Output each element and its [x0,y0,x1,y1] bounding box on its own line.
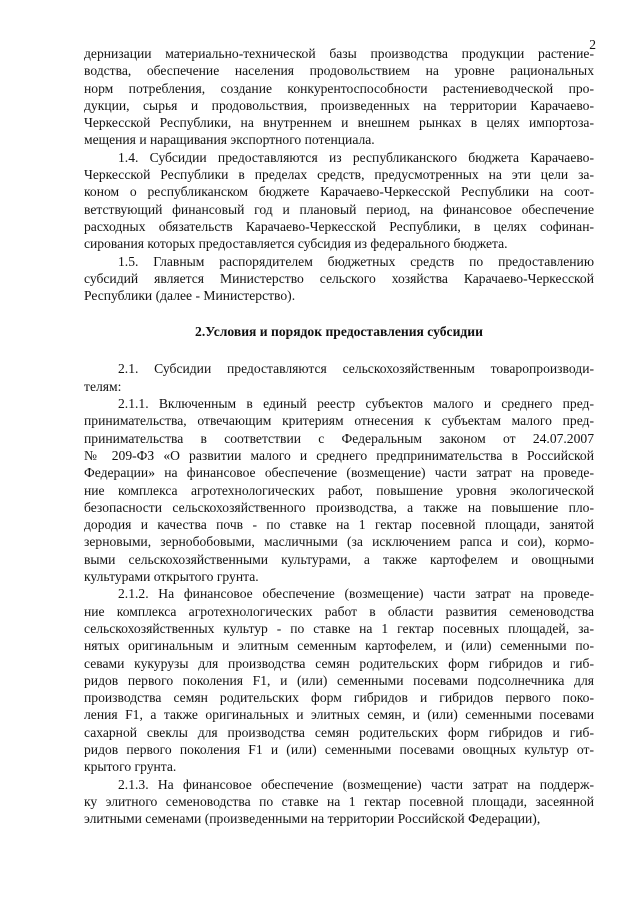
text-line: сельскохозяйственных культур - по ставке на 1 гектар посевных площадей, за- [84,620,594,636]
text-line: сирования которых предоставляется субсидия из федерального бюджета. [84,236,508,252]
text-line: ления F1, а также оригинальных и элитных семян, и (или) семенными посевами [84,707,594,723]
text-line: дернизации материально-технической базы производства продукции растение- [84,46,594,61]
text-line: ридов первого поколения F1, и (или) семенными посевами подсолнечника для [84,672,594,688]
text-line: телям: [84,378,122,394]
text-line: ридов первого поколения F1 и (или) семенными посевами овощных культур от- [84,741,594,757]
text-line: ние комплекса агротехнологических работ в области развития семеноводства [84,603,594,619]
paragraph-p-2-1-1 [84,395,594,585]
text-line: принимательства в соответствии с Федеральным законом от 24.07.2007 [84,430,594,446]
text-line: № 209-ФЗ «О развитии малого и среднего предпринимательства в Российской [84,447,594,463]
text-line: культурами открытого грунта. [84,569,259,585]
text-line: выми сельскохозяйственными культурами, а также картофелем и овощными [84,551,594,567]
text-line: норм потребления, создание конкурентоспособности растениеводческой про- [84,80,594,96]
text-line: ветствующий финансовый год и плановый период, на финансовое обеспечение [84,201,594,217]
document-body [84,45,594,827]
text-line: мещения и наращивания экспортного потенциала. [84,132,375,148]
text-line: 2.1. Субсидии предоставляются сельскохозяйственным товаропроизводи- [118,361,594,377]
text-line: безопасности сельскохозяйственного производства, а также на повышение пло- [84,499,594,515]
paragraph-p-2-1-2 [84,585,594,775]
text-line: дукции, сырья и продовольствия, произведенных на территории Карачаево- [84,97,594,113]
text-line: дородия и качества почв - по ставке на 1 гектар посевной площади, занятой [84,517,594,533]
text-line: 2.1.2. На финансовое обеспечение (возмещение) части затрат на проведе- [118,586,594,602]
text-line: Федерации» на финансовое обеспечение (возмещение) части затрат на проведе- [84,465,594,481]
paragraph-p-2-1 [84,360,594,395]
text-line: элитными семенами (произведенными на территории Российской Федерации), [84,811,541,827]
paragraph-p-2-1-3 [84,776,594,828]
text-line: зерновыми, зернобобовыми, масличными (за исключением рапса и сои), кормо- [84,534,594,550]
text-line: севами кукурузы для производства семян родительских форм гибридов и гиб- [84,655,594,671]
text-line: водства, обеспечение населения продовольствием на уровне рациональных [84,63,594,79]
paragraph-p-cont [84,45,594,149]
text-line: Республики (далее - Министерство). [84,288,296,304]
text-line: 1.4. Субсидии предоставляются из республиканского бюджета Карачаево- [118,149,594,165]
paragraph-p-1-4 [84,149,594,253]
page-number: 2 [589,37,596,52]
text-line: коном о республиканском бюджете Карачаево-Черкесской Республики на соот- [84,184,594,200]
section-2-paragraphs [84,360,594,827]
text-line: принимательства, отвечающим критериям отнесения к субъектам малого пред- [84,413,594,429]
text-line: субсидий является Министерство сельского хозяйства Карачаево-Черкесской [84,270,594,286]
text-line: нятых оригинальным и элитным семенным картофелем, и (или) семенными по- [84,638,594,654]
text-line: 2.1.3. На финансовое обеспечение (возмещение) части затрат на поддерж- [118,776,594,792]
text-line: крытого грунта. [84,759,177,775]
text-line: Черкесской Республики, на внутреннем и внешнем рынках в целях импортоза- [84,115,594,131]
section-1-paragraphs [84,45,594,304]
text-line: 2.1.1. Включенным в единый реестр субъектов малого и среднего пред- [118,396,594,412]
text-line: ку элитного семеноводства по ставке на 1 гектар посевной площади, засеянной [84,793,594,809]
paragraph-p-1-5 [84,253,594,305]
text-line: расходных обязательств Карачаево-Черкесской Республики, в целях софинан- [84,218,594,234]
text-line: ние комплекса агротехнологических работ, повышение уровня экологической [84,482,594,498]
text-line: сахарной свеклы для производства семян родительских форм гибридов и гиб- [84,724,594,740]
text-line: 1.5. Главным распорядителем бюджетных средств по предоставлению [118,253,594,269]
text-line: производства семян родительских форм гибридов и гибридов первого поко- [84,690,594,706]
text-line: Черкесской Республики в пределах средств, предусмотренных на эти цели за- [84,167,594,183]
section-heading: 2.Условия и порядок предоставления субсидии [195,324,483,340]
